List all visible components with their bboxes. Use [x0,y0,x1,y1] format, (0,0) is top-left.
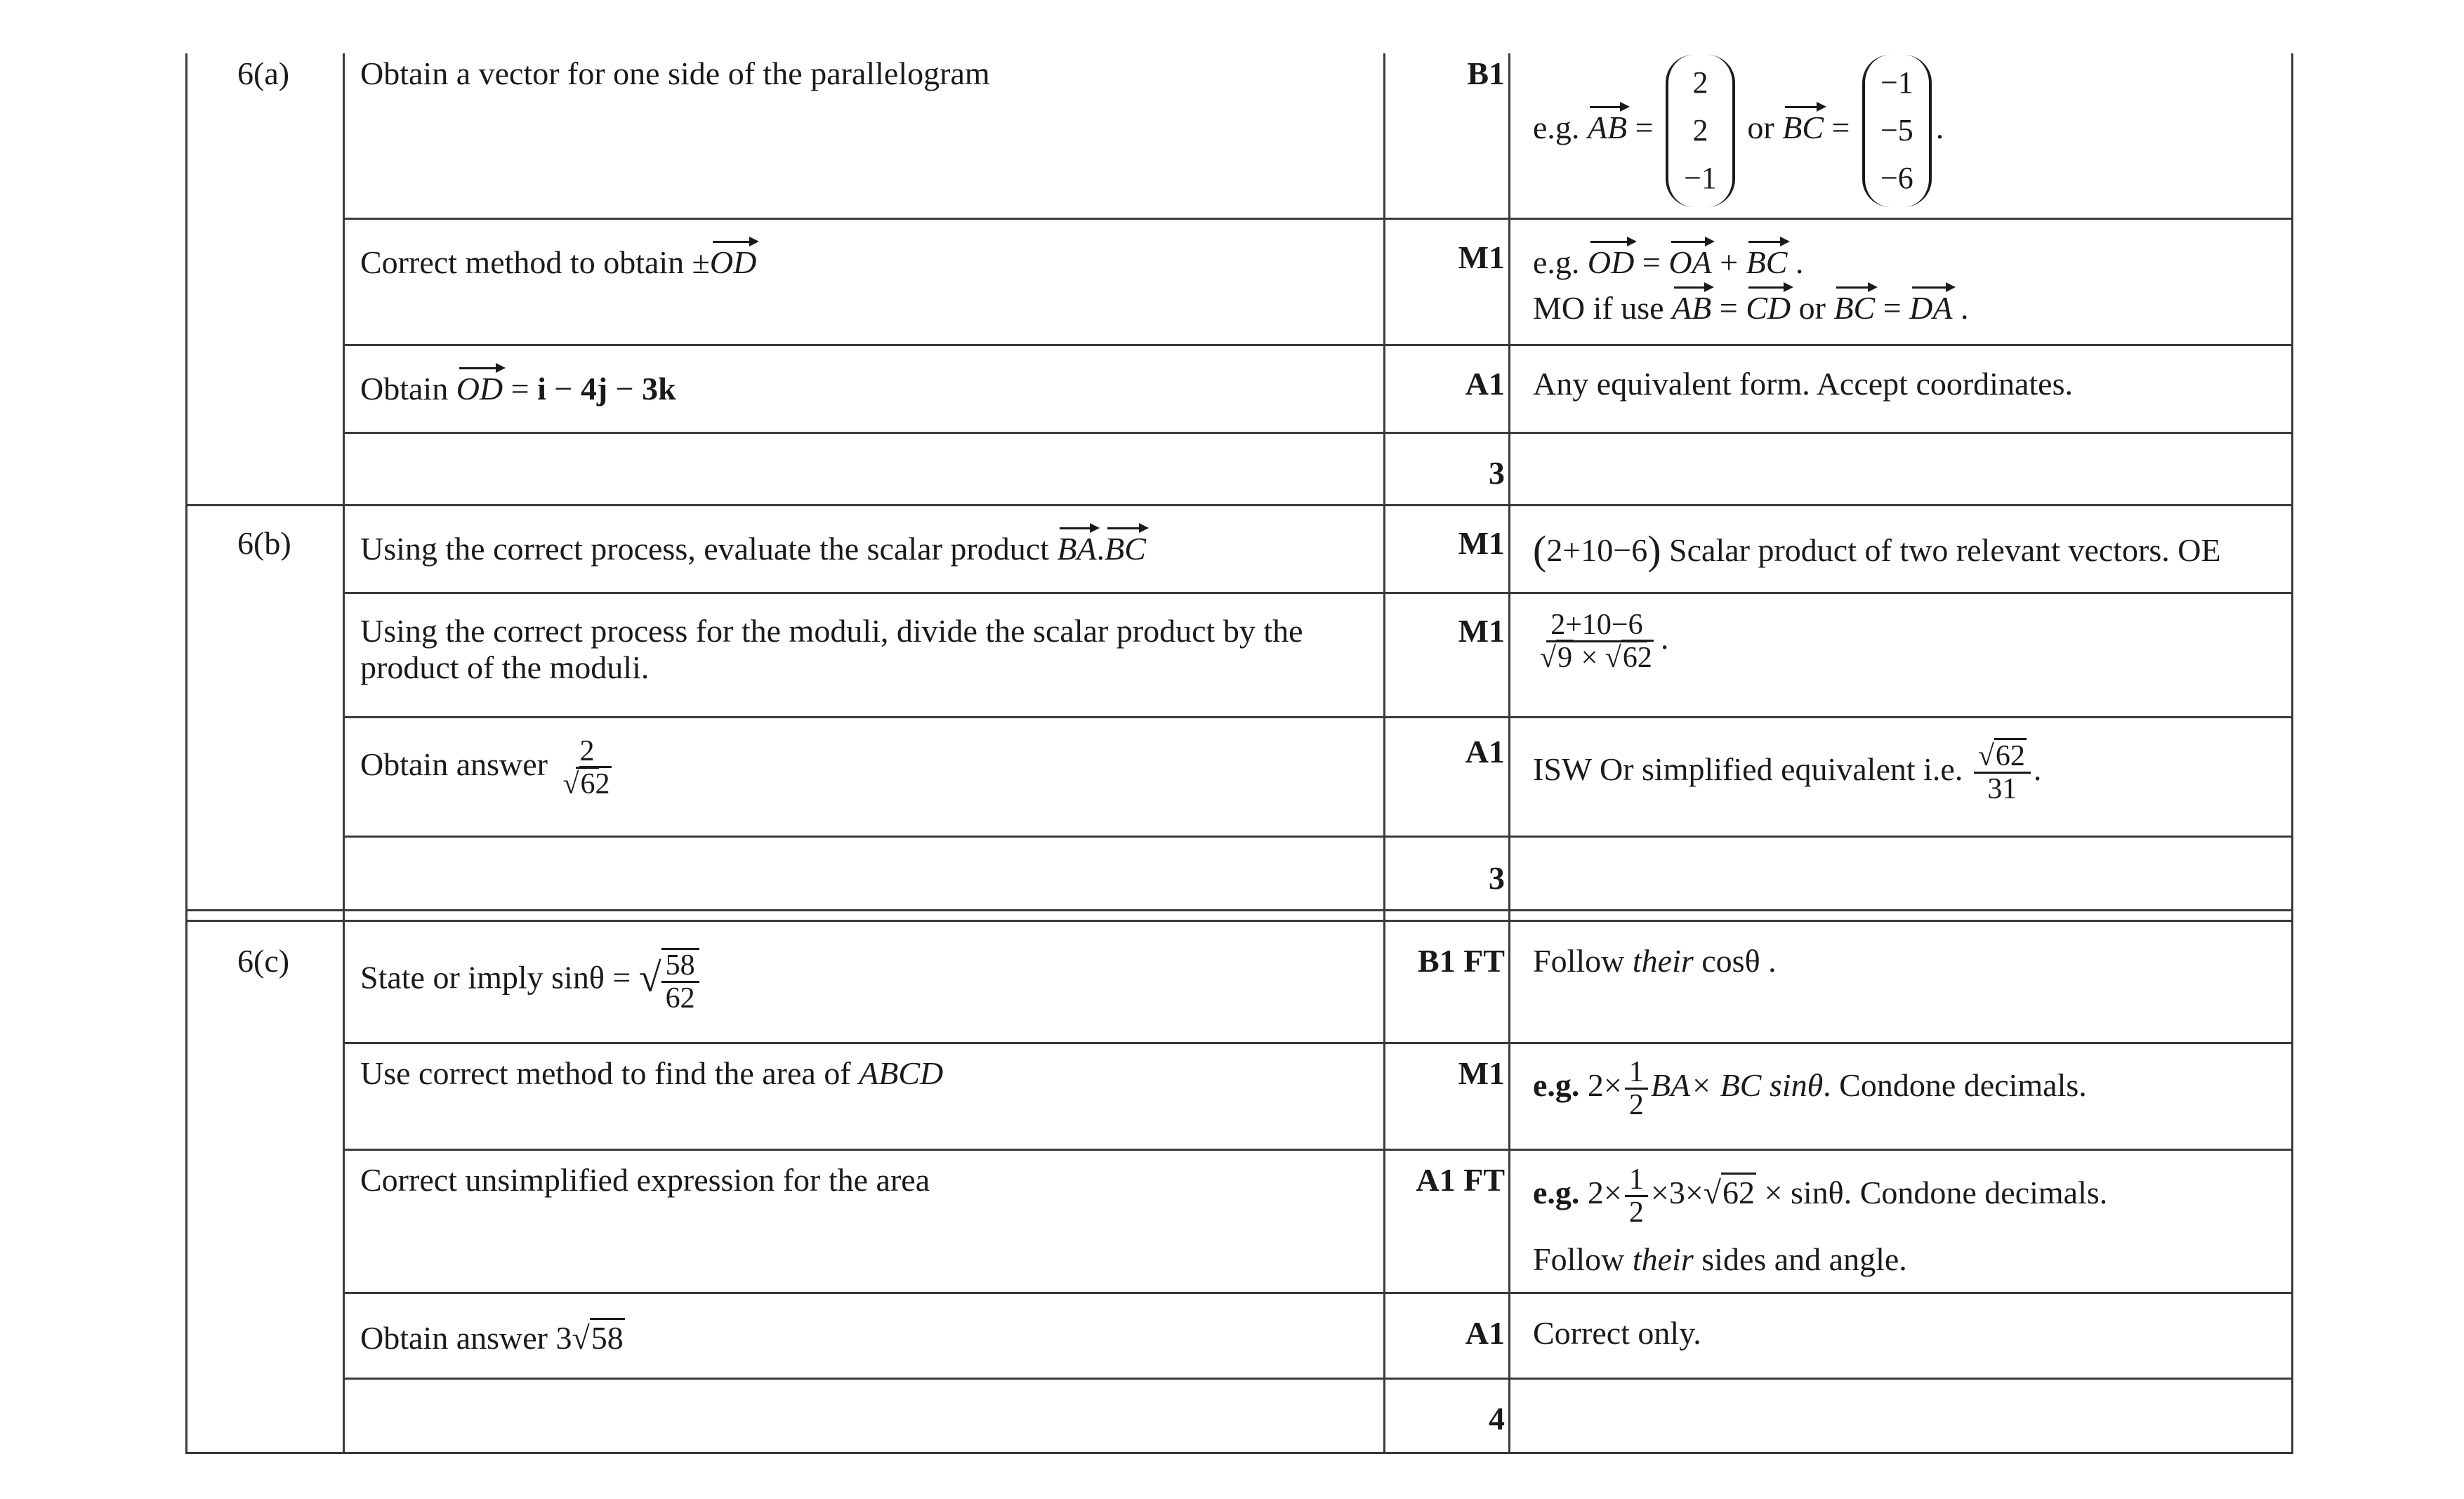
guidance-line-2: Follow their sides and angle. [1533,1241,1907,1277]
guidance: ISW Or simplified equivalent i.e. $\frac{√62}{31}$ . [1533,741,2041,805]
row-divider [343,344,2293,346]
row-divider [343,1149,2293,1151]
answer-text: Correct method to obtain ±OD [360,242,756,283]
guidance: e.g. OD = OA + BC . [1533,242,1803,283]
row-divider [343,1042,2293,1044]
mark: B1 [1467,55,1505,91]
total-marks: 3 [1489,860,1505,896]
guidance: e.g. 2× $\frac{1}{2}$ ×3×√62 × sinθ. Condone decimals. [1533,1163,2108,1229]
total-marks: 3 [1489,455,1505,491]
total-marks: 4 [1489,1401,1505,1437]
answer-text: State or imply sinθ = √ $\frac{58}{62}$ [360,948,702,1014]
mark: M1 [1458,1055,1505,1091]
mark: B1 FT [1418,943,1505,979]
guidance: e.g. 2× $\frac{1}{2}$ BA× BC sinθ. Condone decimals. [1533,1056,2087,1122]
question-label-6b: 6(b) [237,525,291,561]
mark: M1 [1458,525,1505,561]
row-divider [343,432,2293,434]
guidance: (2+10−6) Scalar product of two relevant vectors. OE [1533,527,2221,573]
guidance: $\frac{2+10-6}{√9 \times √62}$ . [1533,609,1668,673]
answer-text: Obtain OD = i − 4j − 3k [360,369,676,409]
guidance: Correct only. [1533,1315,1701,1351]
answer-text: Correct unsimplified expression for the area [360,1162,930,1198]
answer-text: Obtain answer 3√58 [360,1318,625,1359]
fraction: $\frac{2}{√62}$ [562,735,610,801]
answer-text: Using the correct process, evaluate the scalar product BA.BC [360,529,1146,569]
guidance-line-2: MO if use AB = CD or BC = DA . [1533,288,1969,329]
row-divider [343,592,2293,594]
fraction: $\frac{1}{2}$ [1625,1057,1648,1121]
answer-text-line-1: Using the correct process for the moduli, divide the scalar product by the [360,613,1303,649]
mark: M1 [1458,613,1505,649]
fraction: $\frac{58}{62}$ [661,948,699,1014]
column-vector: −1 −5 −6 [1862,55,1932,207]
fraction: $\frac{1}{2}$ [1625,1164,1648,1228]
part-divider [185,504,2293,506]
col-divider-1 [343,53,345,1454]
right-border [2291,53,2293,1454]
answer-text-line-2: product of the moduli. [360,649,650,685]
mark: M1 [1458,239,1505,275]
row-divider [343,836,2293,838]
mark: A1 [1465,366,1505,402]
fraction: $\frac{2+10-6}{√9 \times √62}$ [1540,609,1652,675]
col-divider-3 [1508,53,1510,1454]
mark: A1 [1465,734,1505,770]
guidance: Follow their cosθ . [1533,943,1777,979]
answer-text: Obtain a vector for one side of the parallelogram [360,55,990,91]
column-vector: 2 2 −1 [1666,55,1735,207]
question-label-6c: 6(c) [237,943,290,979]
col-divider-2 [1383,53,1385,1454]
answer-text: Obtain answer $\frac{2}{√62}$ [360,736,619,800]
row-divider [343,1378,2293,1380]
row-divider [343,218,2293,220]
row-divider [343,1292,2293,1294]
question-label-6a: 6(a) [237,55,290,91]
mark: A1 [1465,1315,1505,1351]
guidance: Any equivalent form. Accept coordinates. [1533,366,2073,402]
mark: A1 FT [1416,1162,1505,1198]
row-divider [343,716,2293,718]
fraction: $\frac{√62}{31}$ [1974,741,2031,805]
part-divider-double-top [185,909,2293,911]
guidance: e.g. AB = 2 2 −1 or BC = −1 −5 −6 . [1533,55,1944,207]
part-divider-double-bottom [185,920,2293,922]
bottom-border [185,1452,2293,1454]
answer-text: Use correct method to find the area of ABCD [360,1055,944,1091]
left-border [185,53,187,1454]
